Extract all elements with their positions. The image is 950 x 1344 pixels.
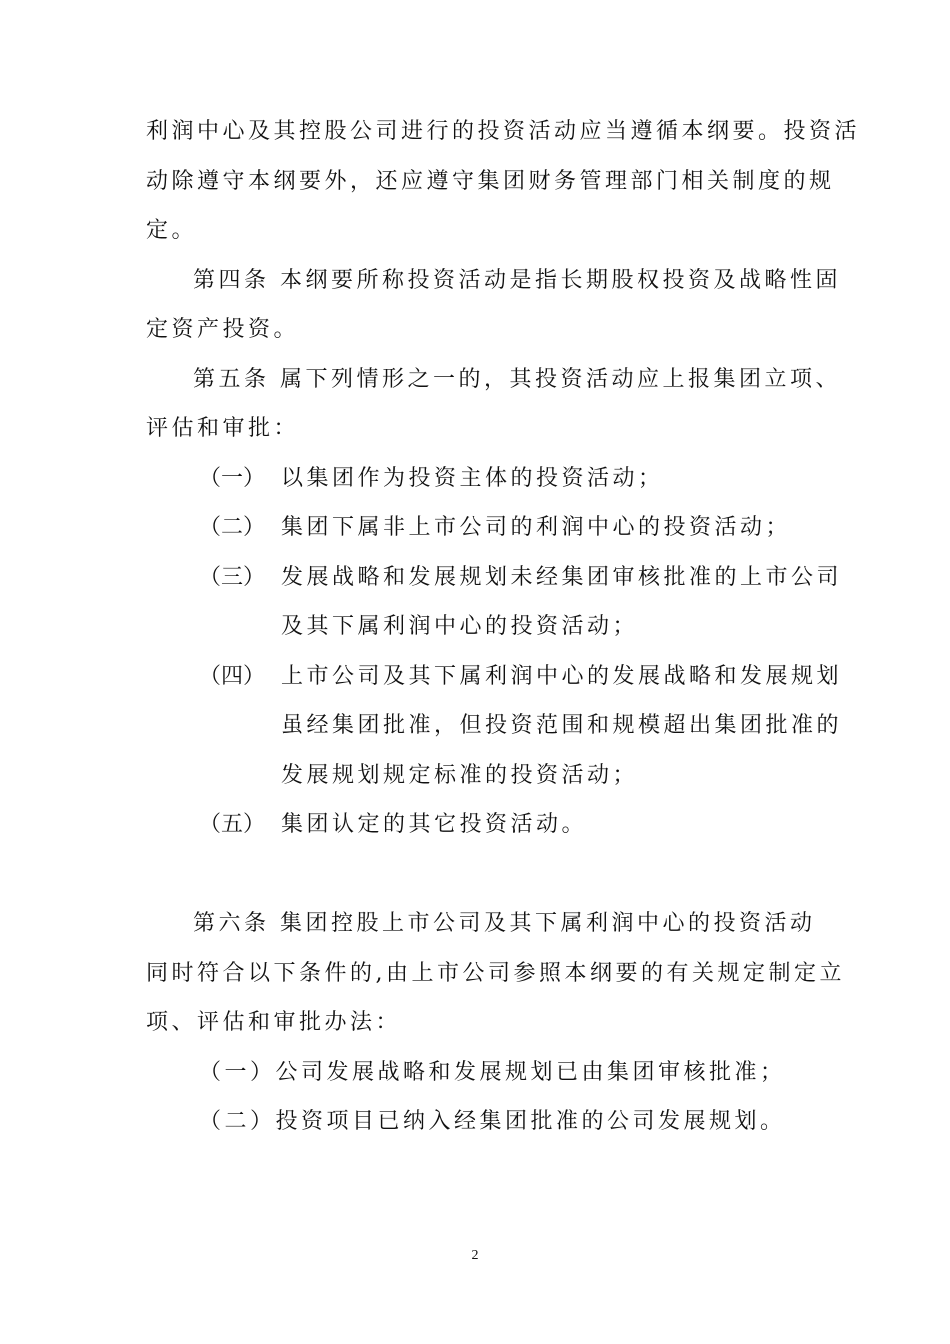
list-item-text: 发展战略和发展规划未经集团审核批准的上市公司 — [281, 565, 843, 590]
list-item-number: （一） — [199, 466, 266, 491]
paragraph-line: 利润中心及其控股公司进行的投资活动应当遵循本纲要。投资活 — [146, 119, 861, 144]
paragraph-line: 同时符合以下条件的,由上市公司参照本纲要的有关规定制定立 — [146, 961, 845, 986]
list-item-text: 集团认定的其它投资活动。 — [281, 812, 588, 837]
list-item-number: （四） — [199, 664, 266, 689]
list-item-text: 及其下属利润中心的投资活动； — [281, 614, 639, 639]
article-heading-line: 第五条 属下列情形之一的，其投资活动应上报集团立项、 — [193, 367, 841, 392]
list-item-number: （五） — [199, 812, 266, 837]
article-heading-line: 第四条 本纲要所称投资活动是指长期股权投资及战略性固 — [193, 268, 841, 293]
list-item-number: （三） — [199, 565, 266, 590]
list-item-text: 发展规划规定标准的投资活动； — [281, 763, 639, 788]
paragraph-line: 项、评估和审批办法： — [146, 1010, 402, 1035]
paragraph-line: 评估和审批： — [146, 416, 300, 441]
page-number: 2 — [471, 1248, 479, 1263]
list-item-text: 以集团作为投资主体的投资活动； — [281, 466, 664, 491]
list-item-text: 虽经集团批准，但投资范围和规模超出集团批准的 — [281, 713, 843, 738]
list-item-text: 上市公司及其下属利润中心的发展战略和发展规划 — [281, 664, 843, 689]
paragraph-line: 动除遵守本纲要外，还应遵守集团财务管理部门相关制度的规 — [146, 169, 835, 194]
list-item-text: 集团下属非上市公司的利润中心的投资活动； — [281, 515, 792, 540]
list-item: （一）公司发展战略和发展规划已由集团审核批准； — [199, 1060, 786, 1085]
paragraph-line: 定资产投资。 — [146, 317, 300, 342]
list-item: （二）投资项目已纳入经集团批准的公司发展规划。 — [199, 1109, 786, 1134]
list-item-number: （二） — [199, 515, 266, 540]
paragraph-line: 定。 — [146, 218, 198, 243]
article-heading-line: 第六条 集团控股上市公司及其下属利润中心的投资活动 — [193, 911, 816, 936]
